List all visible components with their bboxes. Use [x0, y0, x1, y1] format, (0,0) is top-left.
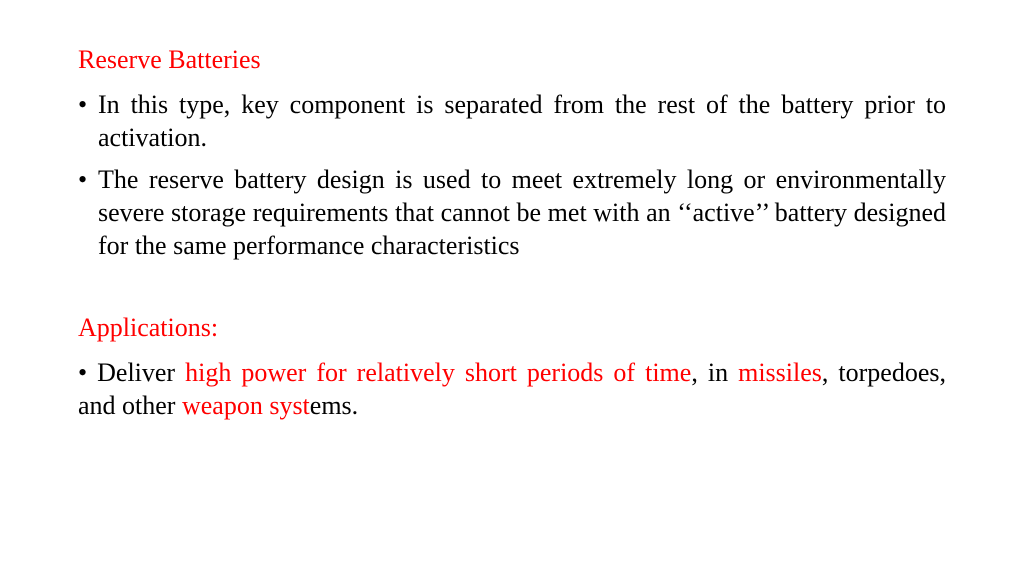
section-heading-reserve-batteries: Reserve Batteries	[78, 45, 261, 74]
app-highlight-high-power: high power for relatively short periods of time	[185, 358, 692, 387]
bullet-text: In this type, key component is separated from the rest of the battery prior to activation.	[98, 90, 946, 152]
bullet-text: The reserve battery design is used to meet extremely long or environmentally severe storage requirements that cannot be met with an ‘‘active’’ battery designed for the same performance characteristics	[98, 165, 946, 260]
app-text-1: Deliver	[97, 358, 186, 387]
app-text-4: ems.	[309, 391, 359, 420]
app-text-3: , torpedoes, and other	[78, 358, 946, 420]
bullet-item	[78, 88, 946, 154]
app-text-2: , in	[691, 358, 739, 387]
bullet-marker: •	[78, 358, 88, 387]
applications-paragraph	[78, 356, 946, 422]
bullet-item	[78, 163, 946, 262]
bullet-marker: •	[78, 90, 88, 119]
app-highlight-weapon-systems: weapon syst	[181, 391, 310, 420]
section-heading-applications: Applications:	[78, 313, 219, 342]
bullet-marker: •	[78, 165, 88, 194]
app-highlight-missiles: missiles	[738, 358, 822, 387]
